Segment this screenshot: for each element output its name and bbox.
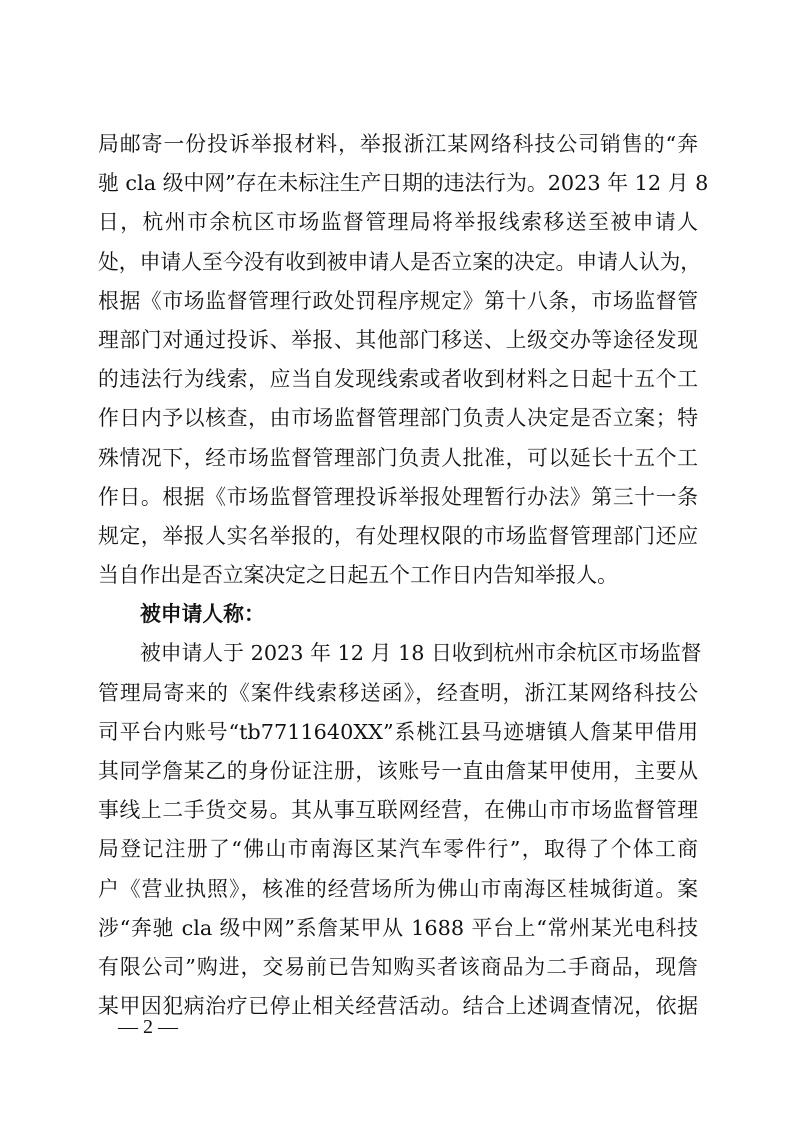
paragraph-1-line-1: 局邮寄一份投诉举报材料，举报浙江某网络科技公司销售的“奔 xyxy=(98,132,698,156)
paragraph-2-line-1: 被申请人于 2023 年 12 月 18 日收到杭州市余杭区市场监督 xyxy=(140,641,702,666)
paragraph-2-line-5: 事线上二手货交易。其从事互联网经营，在佛山市市场监督管理 xyxy=(98,798,698,823)
paragraph-1-line-5: 根据《市场监督管理行政处罚程序规定》第十八条，市场监督管 xyxy=(98,288,698,313)
respondent-heading: 被申请人称： xyxy=(140,602,265,627)
paragraph-1-line-7: 的违法行为线索，应当自发现线索或者收到材料之日起十五个工 xyxy=(98,367,698,392)
paragraph-1-line-9: 殊情况下，经市场监督管理部门负责人批准，可以延长十五个工 xyxy=(98,445,698,470)
paragraph-2-line-9: 有限公司”购进，交易前已告知购买者该商品为二手商品，现詹 xyxy=(98,954,698,979)
paragraph-1-line-6: 理部门对通过投诉、举报、其他部门移送、上级交办等途径发现 xyxy=(98,327,698,352)
paragraph-2-line-3: 司平台内账号“tb7711640XX”系桃江县马迹塘镇人詹某甲借用 xyxy=(98,719,698,744)
paragraph-1-line-2: 驰 cla 级中网”存在未标注生产日期的违法行为。2023 年 12 月 8 xyxy=(98,171,709,196)
body-text xyxy=(98,125,709,1026)
paragraph-1-line-11: 规定，举报人实名举报的，有处理权限的市场监督管理部门还应 xyxy=(98,523,698,548)
paragraph-1-line-10: 作日。根据《市场监督管理投诉举报处理暂行办法》第三十一条 xyxy=(98,484,698,509)
paragraph-2-line-2: 管理局寄来的《案件线索移送函》，经查明，浙江某网络科技公 xyxy=(98,680,698,705)
paragraph-1-line-12: 当自作出是否立案决定之日起五个工作日内告知举报人。 xyxy=(98,563,618,588)
paragraph-2-line-10: 某甲因犯病治疗已停止相关经营活动。结合上述调查情况，依据 xyxy=(98,994,698,1019)
paragraph-2-line-8: 涉“奔驰 cla 级中网”系詹某甲从 1688 平台上“常州某光电科技 xyxy=(98,915,698,940)
paragraph-1-line-8: 作日内予以核查，由市场监督管理部门负责人决定是否立案；特 xyxy=(98,406,698,431)
paragraph-1-line-3: 日，杭州市余杭区市场监督管理局将举报线索移送至被申请人 xyxy=(98,210,698,235)
paragraph-2-line-7: 户《营业执照》，核准的经营场所为佛山市南海区桂城街道。案 xyxy=(98,876,698,901)
page-number: — 2 — xyxy=(118,1016,178,1038)
paragraph-2-line-4: 其同学詹某乙的身份证注册，该账号一直由詹某甲使用，主要从 xyxy=(98,759,698,783)
paragraph-1-line-4: 处，申请人至今没有收到被申请人是否立案的决定。申请人认为， xyxy=(98,249,702,274)
paragraph-2-line-6: 局登记注册了“佛山市南海区某汽车零件行”，取得了个体工商 xyxy=(98,837,698,862)
